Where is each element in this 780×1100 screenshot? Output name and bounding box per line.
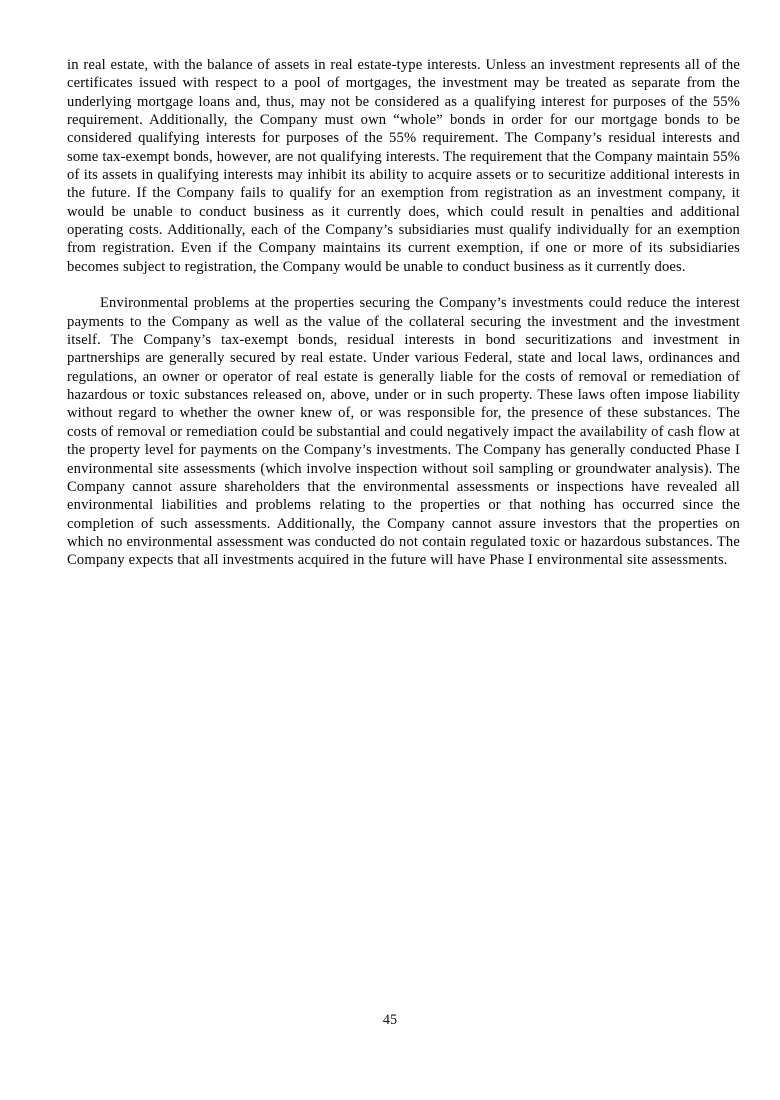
page-body-text xyxy=(67,56,740,570)
page-number: 45 xyxy=(382,1012,398,1028)
paragraph-qualifying-interests: in real estate, with the balance of assets in real estate-type interests. Unless an investment represents all of the certificates issued with respect to a pool of mortgages, the investment may be treated as separate from the underlying mortgage loans and, thus, may not be considered as a qualifying interest for purposes of the 55% requirement. Additionally, the Company must own “whole” bonds in order for our mortgage bonds to be considered qualifying interests for purposes of the 55% requirement. The Company’s residual interests and some tax-exempt bonds, however, are not qualifying interests. The requirement that the Company maintain 55% of its assets in qualifying interests may inhibit its ability to acquire assets or to securitize additional interests in the future. If the Company fails to qualify for an exemption from registration as an investment company, it would be unable to conduct business as it currently does, which could result in penalties and additional operating costs. Additionally, each of the Company’s subsidiaries must qualify individually for an exemption from registration. Even if the Company maintains its current exemption, if one or more of its subsidiaries becomes subject to registration, the Company would be unable to conduct business as it currently does. xyxy=(67,57,740,275)
paragraph-environmental-problems: Environmental problems at the properties securing the Company’s investments could reduce the interest payments to the Company as well as the value of the collateral securing the investment and the investment itself. The Company’s tax-exempt bonds, residual interests in bond securitizations and investment in partnerships are generally secured by real estate. Under various Federal, state and local laws, ordinances and regulations, an owner or operator of real estate is generally liable for the costs of removal or remediation of hazardous or toxic substances released on, above, under or in such property. These laws often impose liability without regard to whether the owner knew of, or was responsible for, the presence of these substances. The costs of removal or remediation could be substantial and could negatively impact the availability of cash flow at the property level for payments on the Company’s investments. The Company has generally conducted Phase I environmental site assessments (which involve inspection without soil sampling or groundwater analysis). The Company cannot assure shareholders that the environmental assessments or inspections have revealed all environmental liabilities and problems relating to the properties or that nothing has occurred since the completion of such assessments. Additionally, the Company cannot assure investors that the properties on which no environmental assessment was conducted do not contain regulated toxic or hazardous substances. The Company expects that all investments acquired in the future will have Phase I environmental site assessments. xyxy=(67,295,740,569)
